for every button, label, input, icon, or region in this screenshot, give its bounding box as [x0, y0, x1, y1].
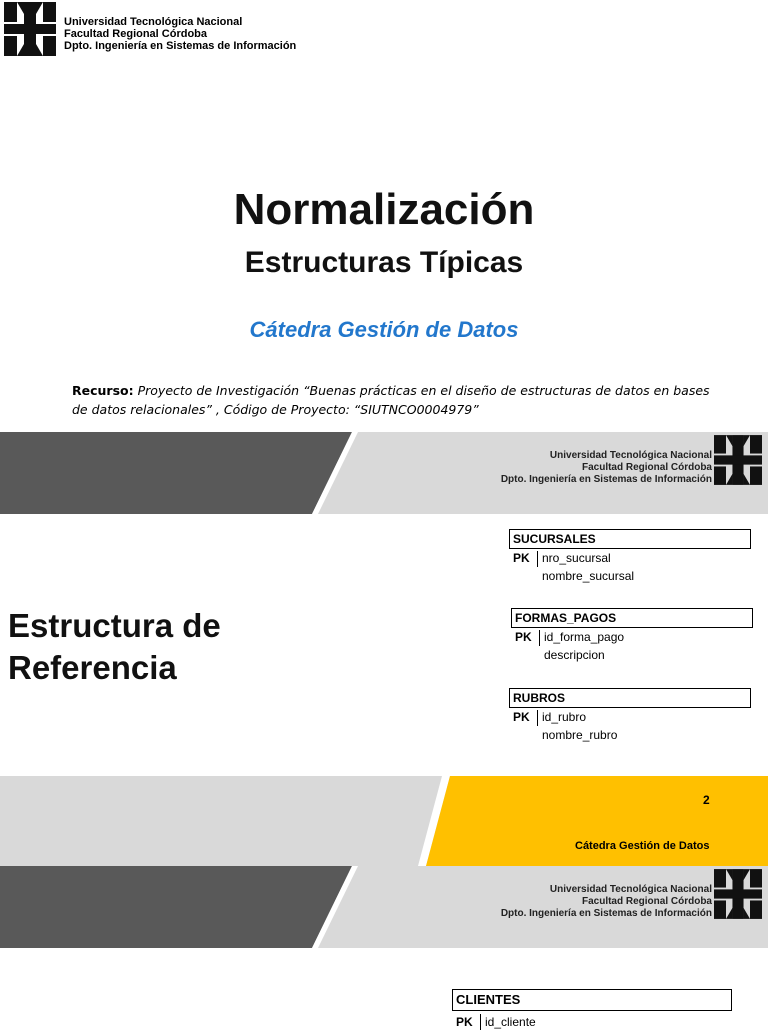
entity-name: RUBROS	[509, 688, 751, 708]
recurso-paragraph	[72, 381, 712, 419]
header-institution	[501, 884, 712, 920]
page-number: 2	[703, 793, 710, 807]
pk-label: PK	[513, 710, 530, 724]
header-line-1: Universidad Tecnológica Nacional	[549, 450, 712, 461]
entity-clientes	[452, 989, 732, 1029]
pk-field: nro_sucursal	[542, 551, 611, 565]
slide-title: Normalización	[233, 185, 535, 234]
pk-field: id_forma_pago	[544, 630, 625, 644]
entity-name: FORMAS_PAGOS	[511, 608, 753, 628]
header-line-3: Dpto. Ingeniería en Sistemas de Información	[500, 474, 712, 485]
slide-2-footer-band	[0, 776, 768, 866]
header-line-3: Dpto. Ingeniería en Sistemas de Información	[500, 908, 712, 919]
entity-formas-pagos	[511, 608, 753, 668]
pk-label: PK	[456, 1015, 473, 1029]
pk-field: id_rubro	[542, 710, 587, 724]
header-line-2: Facultad Regional Córdoba	[64, 28, 208, 40]
recurso-label: Recurso:	[72, 383, 134, 398]
pk-label: PK	[515, 630, 532, 644]
utn-logo-icon	[4, 2, 56, 56]
slide-2-header-band	[0, 432, 768, 514]
footer-catedra: Cátedra Gestión de Datos	[575, 840, 710, 852]
entity-sucursales	[509, 529, 751, 589]
pk-divider	[480, 1014, 481, 1030]
footer-band-shape	[0, 776, 768, 866]
section-title	[8, 605, 221, 689]
entity-field: nombre_rubro	[542, 728, 618, 742]
slide-subtitle: Estructuras Típicas	[244, 246, 524, 279]
entity-name: SUCURSALES	[509, 529, 751, 549]
recurso-text: Proyecto de Investigación “Buenas prácticas en el diseño de estructuras de datos en bases de datos relacionales” , Código de Proyecto: “SIUTNCO0004979”	[72, 383, 710, 417]
pk-divider	[537, 710, 538, 726]
slide-3-header-band	[0, 866, 768, 948]
entity-rubros	[509, 688, 751, 748]
entity-field: nombre_sucursal	[542, 569, 635, 583]
entity-name: CLIENTES	[452, 989, 732, 1011]
header-line-2: Facultad Regional Córdoba	[581, 896, 712, 907]
utn-logo-icon	[714, 434, 762, 486]
utn-logo-icon	[714, 868, 762, 920]
header-institution	[64, 16, 296, 52]
header-line-1: Universidad Tecnológica Nacional	[64, 16, 243, 28]
catedra-label: Cátedra Gestión de Datos	[249, 317, 519, 342]
pk-label: PK	[513, 551, 530, 565]
slide-1	[0, 0, 768, 432]
header-line-1: Universidad Tecnológica Nacional	[549, 884, 712, 895]
pk-divider	[539, 630, 540, 646]
section-title-line-2: Referencia	[8, 649, 177, 686]
section-title-line-1: Estructura de	[8, 607, 221, 644]
entity-field: descripcion	[544, 648, 605, 662]
header-line-2: Facultad Regional Córdoba	[581, 462, 712, 473]
header-institution	[501, 450, 712, 486]
header-line-3: Dpto. Ingeniería en Sistemas de Información	[64, 40, 297, 52]
pk-field: id_cliente	[485, 1015, 536, 1029]
pk-divider	[537, 551, 538, 567]
